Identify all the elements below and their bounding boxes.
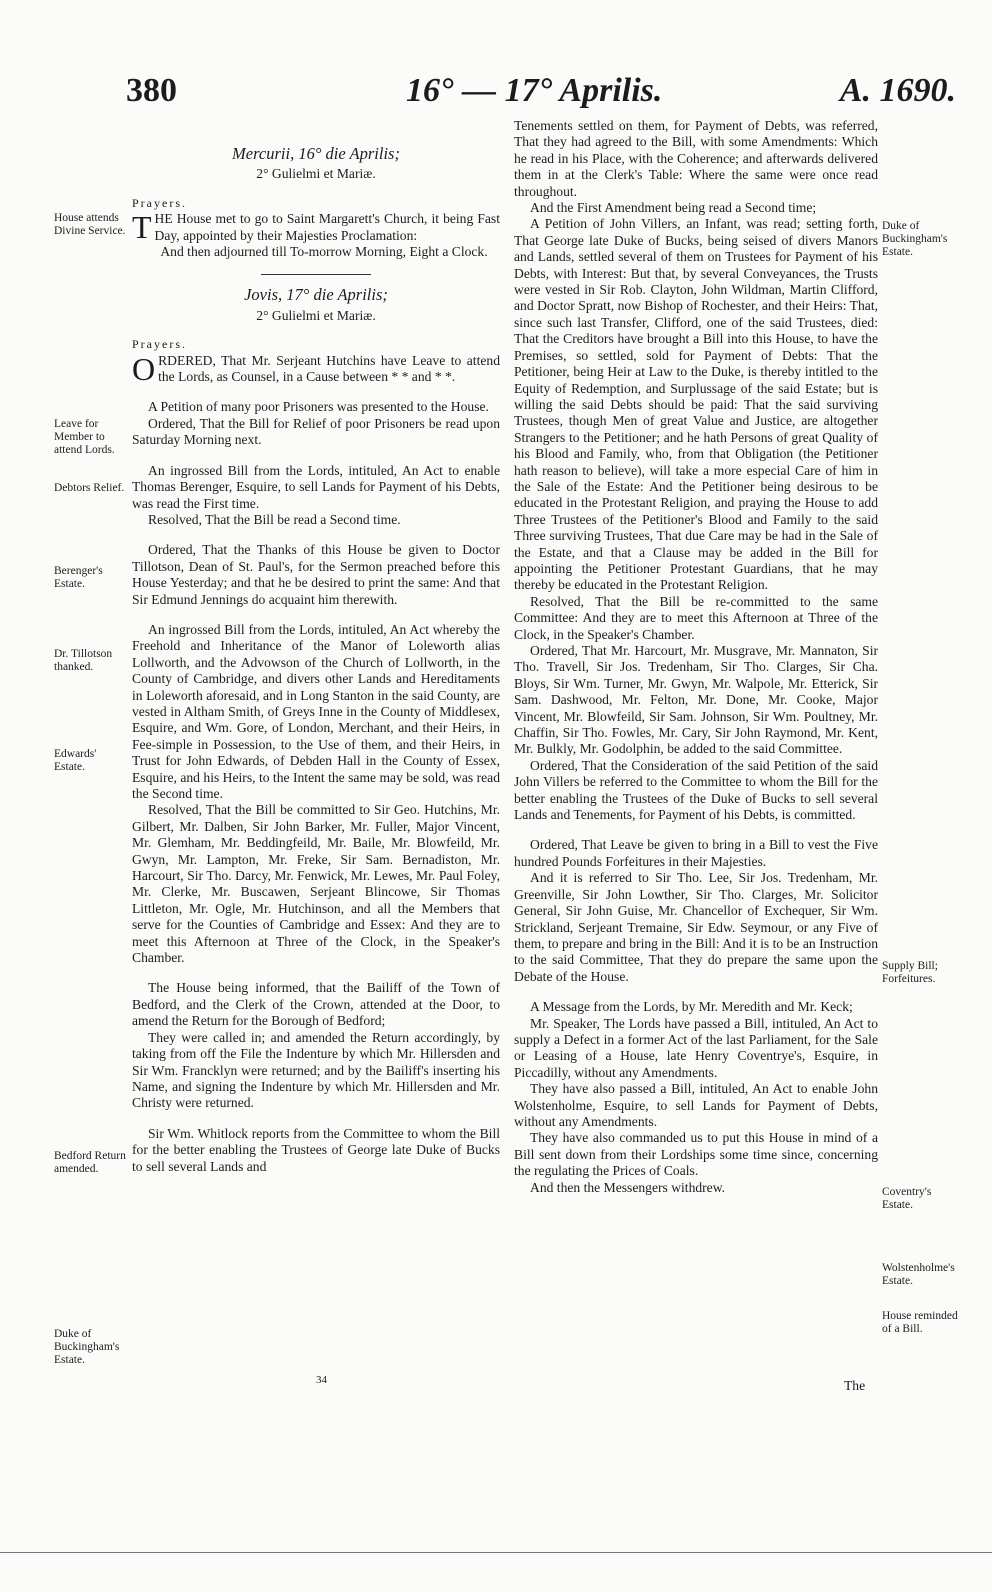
prayers-heading-1: Prayers. bbox=[132, 195, 187, 210]
paragraph-recommitted: Resolved, That the Bill be re-committed to the same Committee: And they are to meet this Afternoon at Three of the Clock, in the Speaker's Chamber. bbox=[514, 593, 878, 642]
right-column bbox=[514, 118, 878, 1196]
drop-cap-2: O bbox=[132, 350, 156, 387]
paragraph-coals-reminder: They have also commanded us to put this House in mind of a Bill sent down from their Lordships some time since, concerning the regulating the Prices of Coals. bbox=[514, 1130, 878, 1179]
page-header bbox=[126, 72, 956, 122]
margin-note-house-divine: House attends Divine Service. bbox=[54, 212, 126, 237]
margin-note-tillotson: Dr. Tillotson thanked. bbox=[54, 648, 113, 673]
paragraph-coventry-bill: Mr. Speaker, The Lords have passed a Bill, intituled, An Act to supply a Defect in a former Act of the last Parliament, for the Sale or Leasing of a House, late Henry Coventrye's, Esquire, in Piccadilly, without any Amendments. bbox=[514, 1015, 878, 1080]
section-divider bbox=[261, 274, 371, 275]
adjournment: And then adjourned till To-morrow Morning, Eight a Clock. bbox=[160, 244, 488, 260]
margin-note-duke-left: Duke of Buckingham's Estate. bbox=[54, 1328, 120, 1366]
paragraph-bedford-amended: They were called in; and amended the Return accordingly, by taking from off the File the Indenture by which Mr. Hillersden and Sir Wm. Francklyn were returned; and by the Bailiff's inserting his Name, and signing the Indenture by which Mr. Hillersden and Mr. Christy were returned. bbox=[132, 1029, 500, 1111]
paragraph-committee-added: Ordered, That Mr. Harcourt, Mr. Musgrave, Mr. Mannaton, Sir Tho. Travell, Sir Jos. Tredenham, Sir Tho. Clarges, Sir Cha. Bloys, Sir Wm. Turner, Mr. Gwyn, Mr. Walpole, Mr. Etterick, Sir Sam. Dashwood, Mr. Felton, Mr. Done, Mr. Cooke, Major Vincent, Mr. Blowfeild, Sir Sam. Johnson, Sir Wm. Poultney, Mr. Chaffin, Sir Tho. Fowles, Mr. Cary, Sir John Raymond, Mr. Kent, Mr. Bulkly, Mr. Godolphin, be added to the said Committee. bbox=[514, 643, 878, 757]
paragraph-messengers-withdrew: And then the Messengers withdrew. bbox=[530, 1179, 726, 1195]
paragraph-villers-petition: A Petition of John Villers, an Infant, was read; setting forth, That George late Duke of Bucks, being seised of divers Manors and Lands, settled several of them on Trustees for Payment of his Debts, with Interest: But that, by several Conveyances, the Trusts were vested in Sir Rob. Clayton, John Wildman, Martin Clifford, and Doctor Spratt, now Bishop of Rochester, and their Heirs: That, since such last Transfer, Clifford, one of the said Trustees, died: That the Creditors have brought a Bill into this House, to have the Premises, so settled, sold for Payment of Debts: That the Petitioner, being Heir at Law to the Duke, is thereby intitled to the Equity of Redemption, and Surplussage of the said Estate; but is willing the said Debts should be paid: That the said surviving Trustees, though Men of great Value and Justice, are altogether Strangers to the Petitioner; and he hath Persons of great Quality of his Blood and Family, who, from that Obligation (the Petitioner hath reason to believe), will take a more especial Care of him in the Sale of the Estate: And the Petitioner being desirous to be educated in the Protestant Religion, and praying the House to add Three Trustees of the Petitioner's Blood and Family to the said Three surviving Trustees, That due Care may be had in the Sale of the Estate, and that a Clause may be added in the Bill for appointing the Petitioner Protestant Guardians, that he may thereby be educated in the Protestant Religion. bbox=[514, 216, 878, 593]
paragraph-forfeitures-bill: Ordered, That Leave be given to bring in a Bill to vest the Five hundred Pounds Forfeitures in their Majesties. bbox=[514, 837, 878, 869]
page-number: 380 bbox=[126, 72, 177, 109]
paragraph-fast-day-text: HE House met to go to Saint Margarett's Church, it being Fast Day, appointed by their Majesties Proclamation: bbox=[154, 211, 500, 243]
margin-note-bedford: Bedford Return amended. bbox=[54, 1150, 126, 1175]
margin-note-house-reminded: House reminded of a Bill. bbox=[882, 1310, 958, 1335]
margin-note-duke-right: Duke of Buckingham's Estate. bbox=[882, 220, 948, 258]
day-title-thursday: Jovis, 17° die Aprilis; bbox=[244, 285, 388, 305]
margin-note-leave-member: Leave for Member to attend Lords. bbox=[54, 418, 115, 456]
margin-note-debtors: Debtors Relief. bbox=[54, 482, 125, 494]
drop-cap-1: T bbox=[132, 209, 152, 246]
paragraph-edwards-committee: Resolved, That the Bill be committed to Sir Geo. Hutchins, Mr. Gilbert, Mr. Dalben, Sir John Barker, Mr. Fuller, Major Vincent, Mr. Glemham, Mr. Beddingfeild, Mr. Baile, Mr. Blowfeild, Mr. Gwyn, Mr. Lampton, Mr. Freke, Sir Sam. Bernadiston, Mr. Harcourt, Sir Tho. Darcy, Mr. Fenwick, Mr. Lewes, Mr. Paul Foley, Mr. Clerke, Mr. Buscawen, Serjeant Blincowe, Sir Thomas Littleton, Mr. Ogle, Mr. Hutchinson, and all the Members that serve for the Counties of Cambridge and Essex: And they are to meet this Afternoon at Three of the Clock, in the Speaker's Chamber. bbox=[132, 802, 500, 966]
left-column bbox=[132, 140, 500, 1175]
paragraph-forfeitures-referred: And it is referred to Sir Tho. Lee, Sir Jos. Tredenham, Mr. Greenville, Sir John Lowther, Sir Tho. Clarges, Mr. Solicitor General, Sir John Guise, Mr. Chancellor of Exchequer, Sir Wm. Strickland, Serjeant Tremaine, Sir Edw. Seymour, or any Five of them, to prepare and bring in the Bill: And it is to be an Instruction to the said Committee, That they do prepare the same upon the Debate of the House. bbox=[514, 870, 878, 984]
paragraph-wolstenholme-bill: They have also passed a Bill, intituled, An Act to enable John Wolstenholme, Esquire, to sell Lands for Payment of Debts, without any Amendments. bbox=[514, 1081, 878, 1129]
header-year: A. 1690. bbox=[839, 72, 956, 109]
paragraph-tillotson: Ordered, That the Thanks of this House be given to Doctor Tillotson, Dean of St. Paul's, for the Sermon preached before this House Yesterday; and that he be desired to print the same: And that Sir Edmund Jennings do acquaint him therewith. bbox=[132, 542, 500, 607]
paragraph-whitlock-report: Sir Wm. Whitlock reports from the Committee to whom the Bill for the better enabling the Trustees of George late Duke of Bucks to sell several Lands and bbox=[132, 1125, 500, 1174]
header-date-range: 16° — 17° Aprilis. bbox=[406, 72, 663, 109]
paragraph-edwards-bill: An ingrossed Bill from the Lords, intituled, An Act whereby the Freehold and Inheritance of the Manor of Loleworth alias Lollworth, and the Advowson of the Church of Lollworth, in the County of Cambridge, and divers other Lands and Hereditaments in Loleworth aforesaid, and in Long Stanton in the said County, are vested in Altham Smith, of Greys Inne in the County of Middlesex, Esquire, and Wm. Gore, of London, Merchant, and their Heirs, in Fee-simple in Possession, to the Use of them, and their Heirs, in Trust for John Edwards, of Debden Hall in the County of Essex, Esquire, and his Heirs, to the Intent the same may be sold, was read the Second time. bbox=[132, 621, 500, 801]
prayers-heading-2: Prayers. bbox=[132, 337, 187, 352]
paragraph-tenements: Tenements settled on them, for Payment of Debts, was referred, That they had agreed to the Bill, with some Amendments: Which he read in his Place, with the Coherence; and afterwards delivered them in at the Clerk's Table: Where the same were once read throughout. bbox=[514, 118, 878, 199]
margin-note-supply: Supply Bill; Forfeitures. bbox=[882, 960, 938, 985]
paragraph-petition-prisoners: A Petition of many poor Prisoners was presented to the House. bbox=[148, 399, 489, 415]
paragraph-lords-message: A Message from the Lords, by Mr. Meredith and Mr. Keck; bbox=[530, 999, 853, 1015]
day-title-wednesday: Mercurii, 16° die Aprilis; bbox=[232, 144, 400, 163]
margin-note-wolstenholme: Wolstenholme's Estate. bbox=[882, 1262, 955, 1287]
paragraph-hutchins-text: RDERED, That Mr. Serjeant Hutchins have Leave to attend the Lords, as Counsel, in a Cause between * * and * *. bbox=[158, 352, 500, 385]
paragraph-bedford-informed: The House being informed, that the Bailiff of the Town of Bedford, and the Clerk of the Crown, attended at the Door, to amend the Return for the Borough of Bedford; bbox=[132, 980, 500, 1029]
paragraph-fast-day bbox=[132, 211, 500, 244]
regnal-year-1: 2° Gulielmi et Mariæ. bbox=[256, 166, 376, 182]
paragraph-order-prisoners: Ordered, That the Bill for Relief of poor Prisoners be read upon Saturday Morning next. bbox=[132, 415, 500, 448]
paragraph-berenger-bill: An ingrossed Bill from the Lords, intituled, An Act to enable Thomas Berenger, Esquire, to sell Lands for Payment of his Debts, was read the First time. bbox=[132, 462, 500, 511]
page-bottom-edge bbox=[0, 1552, 992, 1553]
margin-note-edwards: Edwards' Estate. bbox=[54, 748, 97, 773]
margin-note-coventry: Coventry's Estate. bbox=[882, 1186, 932, 1211]
paragraph-villers-referred: Ordered, That the Consideration of the said Petition of the said John Villers be referred to the Committee to whom the Bill for the better enabling the Trustees of the Duke of Bucks to sell several Lands and Tenements, for Payment of his Debts, is committed. bbox=[514, 757, 878, 823]
paragraph-first-amendment: And the First Amendment being read a Second time; bbox=[530, 200, 817, 216]
margin-note-berenger: Berenger's Estate. bbox=[54, 565, 103, 590]
regnal-year-2: 2° Gulielmi et Mariæ. bbox=[256, 307, 376, 323]
paragraph-berenger-resolved: Resolved, That the Bill be read a Second time. bbox=[148, 511, 401, 527]
paragraph-hutchins bbox=[132, 350, 500, 387]
signature-mark: 34 bbox=[316, 1374, 327, 1386]
catchword: The bbox=[844, 1378, 866, 1393]
